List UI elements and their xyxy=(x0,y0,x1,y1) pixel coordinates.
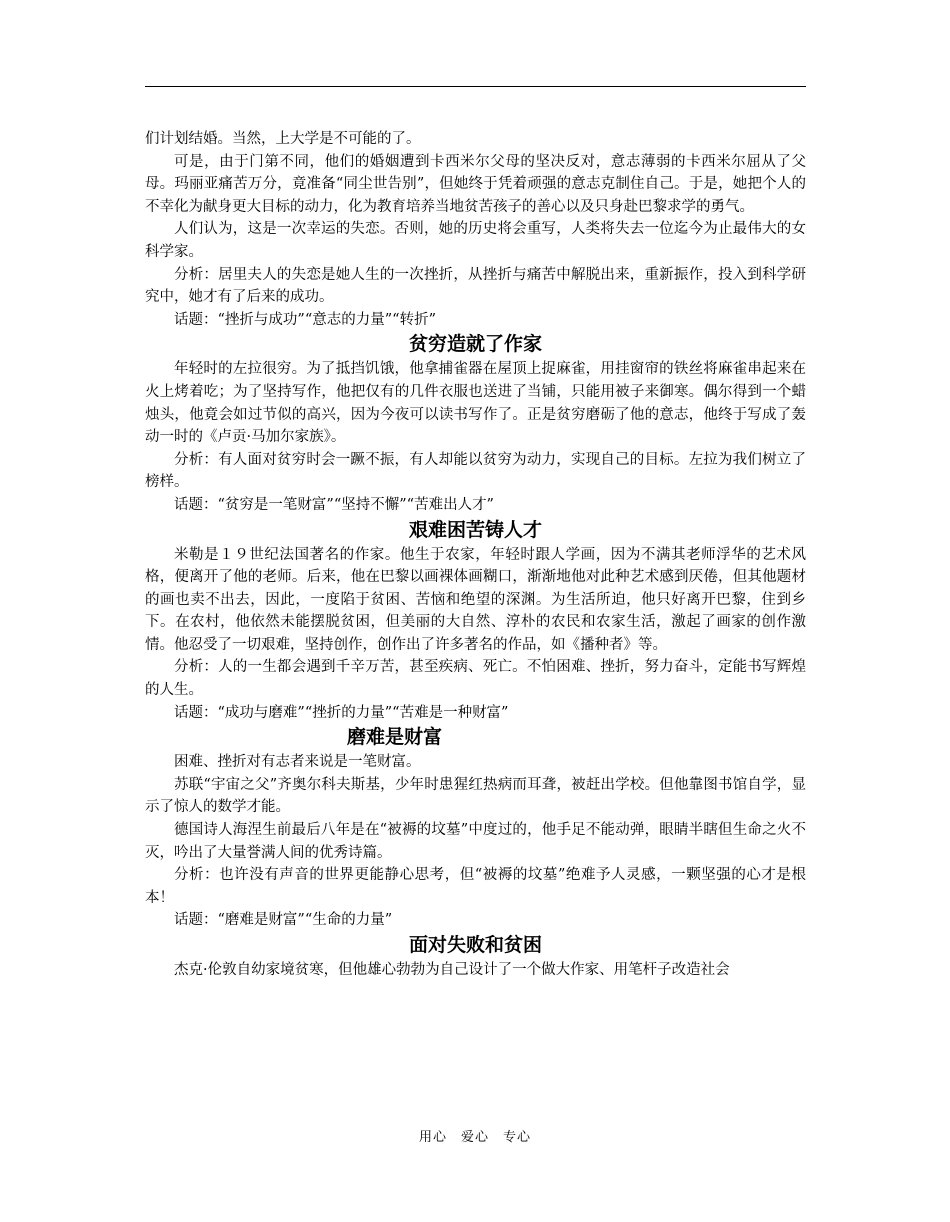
header-rule xyxy=(145,86,806,87)
topics-paragraph: 话题：“成功与磨难”“挫折的力量”“苦难是一种财富” xyxy=(174,704,509,721)
topics-paragraph: 话题：“挫折与成功”“意志的力量”“转折” xyxy=(174,311,436,328)
page-footer: 用心 爱心 专心 xyxy=(418,1130,531,1145)
paragraph: 们计划结婚。当然，上大学是不可能的了。 xyxy=(145,131,421,147)
section-title: 贫穷造就了作家 xyxy=(408,333,542,356)
section-title: 艰难困苦铸人才 xyxy=(408,518,542,541)
section-title: 面对失败和贫困 xyxy=(408,934,542,956)
analysis-paragraph: 分析：居里夫人的失恋是她人生的一次挫折，从挫折与痛苦中解脱出来，重新振作，投入到科学研究中，她才有了后来的成功。 xyxy=(145,266,806,306)
page-body xyxy=(145,128,806,982)
paragraph: 可是，由于门第不同，他们的婚姻遭到卡西米尔父母的坚决反对，意志薄弱的卡西米尔屈从了父母。玛丽亚痛苦万分，竟准备“同尘世告别”，但她终于凭着顽强的意志克制住自己。于是，她把个人的不幸化为献身更大目标的动力，化为教育培养当地贫苦孩子的善心以及只身赴巴黎求学的勇气。 xyxy=(145,153,806,215)
paragraph: 杰克·伦敦自幼家境贫寒，但他雄心勃勃为自己设计了一个做大作家、用笔杆子改造社会 xyxy=(174,962,730,978)
analysis-paragraph: 分析：也许没有声音的世界更能静心思考，但“被褥的坟墓”绝难予人灵感，一颗坚强的心才是根本！ xyxy=(145,867,806,906)
paragraph: 年轻时的左拉很穷。为了抵挡饥饿，他拿捕雀器在屋顶上捉麻雀，用挂窗帘的铁丝将麻雀串起来在火上烤着吃；为了坚持写作，他把仅有的几件衣服也送进了当铺，只能用被子来御寒。偶尔得到一个蜡烛头，他竟会如过节似的高兴，因为今夜可以读书写作了。正是贫穷磨砺了他的意志，他终于写成了轰动一时的《卢贡·马加尔家族》。 xyxy=(145,361,806,446)
topics-paragraph: 话题：“贫穷是一笔财富”“坚持不懈”“苦难出人才” xyxy=(174,496,494,513)
paragraph: 人们认为，这是一次幸运的失恋。否则，她的历史将会重写，人类将失去一位迄今为止最伟大的女科学家。 xyxy=(145,221,806,260)
paragraph: 苏联“宇宙之父”齐奥尔科夫斯基，少年时患猩红热病而耳聋，被赶出学校。但他靠图书馆自学，显示了惊人的数学才能。 xyxy=(145,776,806,816)
analysis-paragraph: 分析：人的一生都会遇到千辛万苦，甚至疾病、死亡。不怕困难、挫折，努力奋斗，定能书写辉煌的人生。 xyxy=(145,659,806,699)
section-title: 磨难是财富 xyxy=(347,726,443,749)
topics-paragraph: 话题：“磨难是财富”“生命的力量” xyxy=(174,912,393,929)
paragraph: 德国诗人海涅生前最后八年是在“被褥的坟墓”中度过的，他手足不能动弹，眼睛半瞎但生命之火不灭，吟出了大量誉满人间的优秀诗篇。 xyxy=(145,822,806,861)
paragraph: 米勒是１９世纪法国著名的作家。他生于农家，年轻时跟人学画，因为不满其老师浮华的艺术风格，便离开了他的老师。后来，他在巴黎以画裸体画糊口，渐渐地他对此种艺术感到厌倦，但其他题材的画也卖不出去，因此，一度陷于贫困、苦恼和绝望的深渊。为生活所迫，他只好离开巴黎，住到乡下。在农村，他依然未能摆脱贫困，但美丽的大自然、淳朴的农民和农家生活，激起了画家的创作激情。他忍受了一切艰难，坚持创作，创作出了许多著名的作品，如《播种者》等。 xyxy=(145,546,806,653)
analysis-paragraph: 分析：有人面对贫穷时会一蹶不振，有人却能以贫穷为动力，实现自己的目标。左拉为我们树立了榜样。 xyxy=(145,451,806,491)
paragraph: 困难、挫折对有志者来说是一笔财富。 xyxy=(174,754,421,771)
